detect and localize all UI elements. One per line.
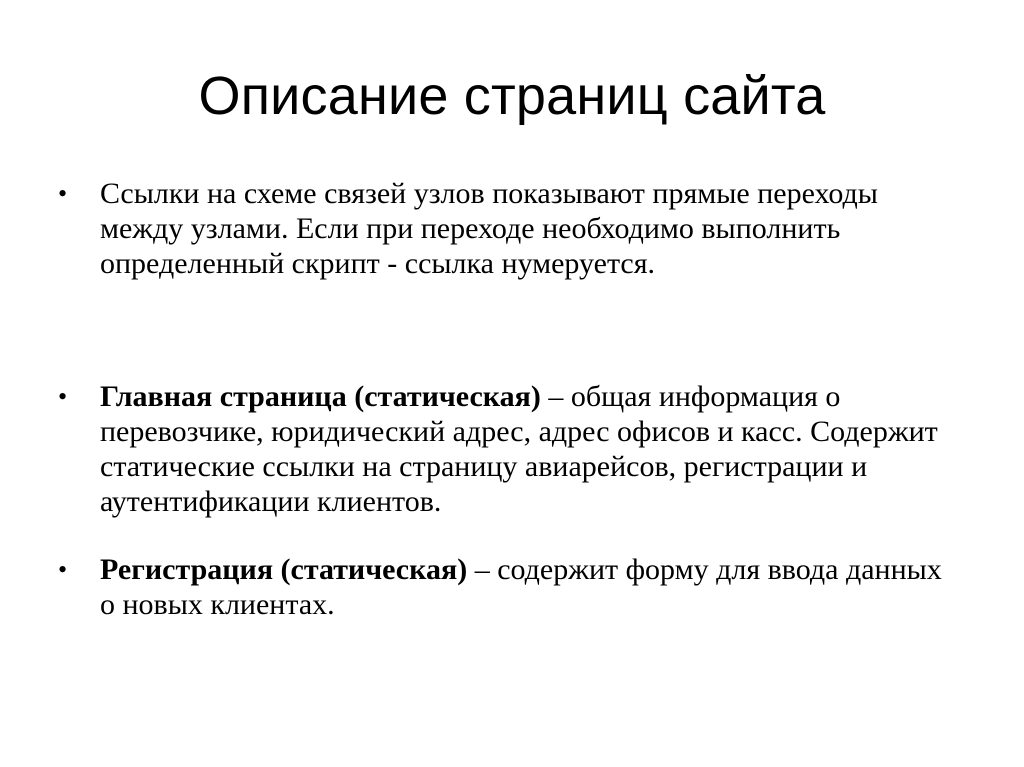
bullet-text: общая информация о перевозчике, юридический адрес, адрес офисов и касс. Содержит статические ссылки на страницу авиарейсов, регистрации и аутентификации клиентов.: [100, 380, 938, 518]
bullet-item-main-page: [58, 379, 958, 519]
bullet-dot-icon: •: [58, 555, 68, 584]
slide-title: Описание страниц сайта: [198, 66, 826, 126]
bullet-separator: –: [540, 380, 571, 413]
bullet-text: Ссылки на схеме связей узлов показывают прямые переходы между узлами. Если при переходе необходимо выполнить определенный скрипт - ссылка нумеруется.: [100, 177, 878, 280]
bullet-item-links: [58, 176, 958, 281]
bullet-list: [58, 176, 958, 622]
bullet-dot-icon: •: [58, 179, 68, 208]
bullet-item-registration: [58, 552, 958, 622]
bullet-term: Главная страница (статическая): [100, 380, 541, 413]
bullet-text: содержит форму для ввода данных о новых клиентах.: [100, 553, 942, 621]
bullet-dot-icon: •: [58, 382, 68, 411]
bullet-term: Регистрация (статическая): [100, 553, 468, 586]
bullet-separator: –: [467, 553, 498, 586]
